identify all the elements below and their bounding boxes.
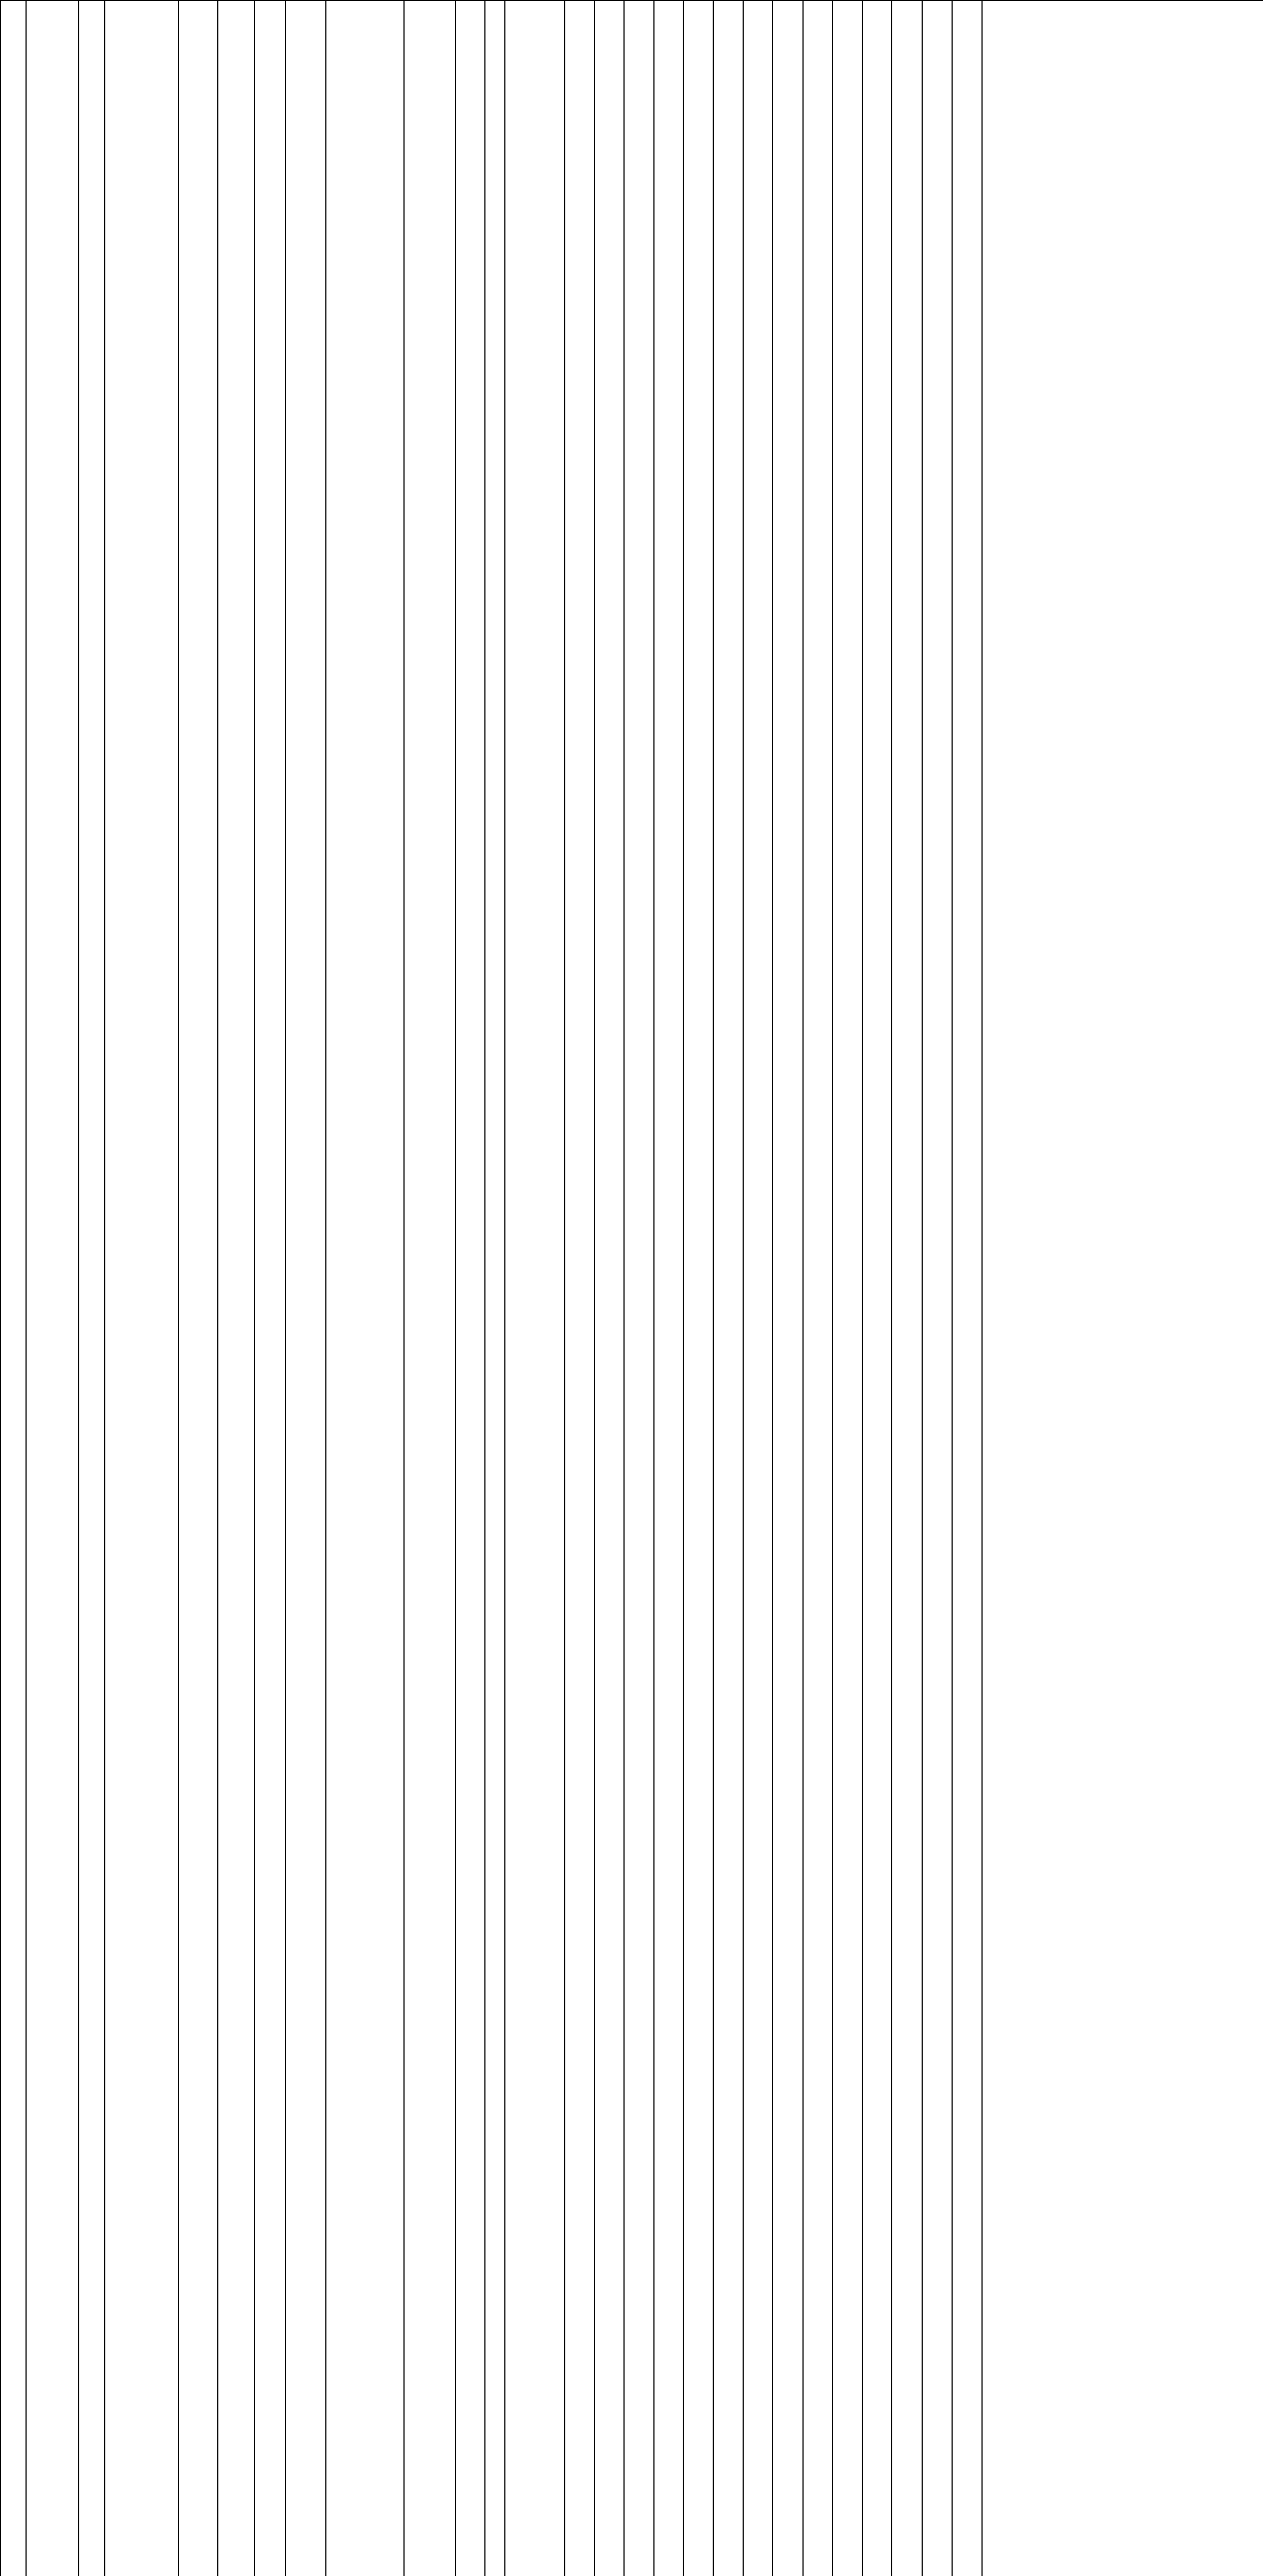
metric-cell bbox=[743, 1, 773, 2576]
metric-cell bbox=[773, 1, 803, 2576]
mandarin-level bbox=[218, 1, 254, 2576]
class-name bbox=[26, 1, 79, 2576]
row-index bbox=[1, 1, 26, 2576]
metric-cell bbox=[713, 1, 743, 2576]
metric-cell bbox=[683, 1, 713, 2576]
metric-cell bbox=[624, 1, 654, 2576]
metric-cell bbox=[595, 1, 624, 2576]
awards-text bbox=[505, 1, 565, 2576]
metric-cell bbox=[952, 1, 982, 2576]
blank-cell bbox=[485, 1, 505, 2576]
blank-cell bbox=[456, 1, 485, 2576]
score-b bbox=[285, 1, 326, 2576]
metric-cell bbox=[922, 1, 952, 2576]
table-row bbox=[1, 1, 1263, 2576]
metric-cell bbox=[832, 1, 862, 2576]
metric-cell bbox=[862, 1, 892, 2576]
metric-cell bbox=[565, 1, 595, 2576]
metric-cell bbox=[892, 1, 922, 2576]
blank-cell bbox=[326, 1, 404, 2576]
metric-cell bbox=[654, 1, 683, 2576]
score-a bbox=[254, 1, 285, 2576]
metric-cell bbox=[982, 1, 1263, 2576]
student-name bbox=[79, 1, 105, 2576]
english-level bbox=[178, 1, 218, 2576]
qualified-flag bbox=[404, 1, 456, 2576]
student-id bbox=[105, 1, 178, 2576]
metric-cell bbox=[803, 1, 832, 2576]
